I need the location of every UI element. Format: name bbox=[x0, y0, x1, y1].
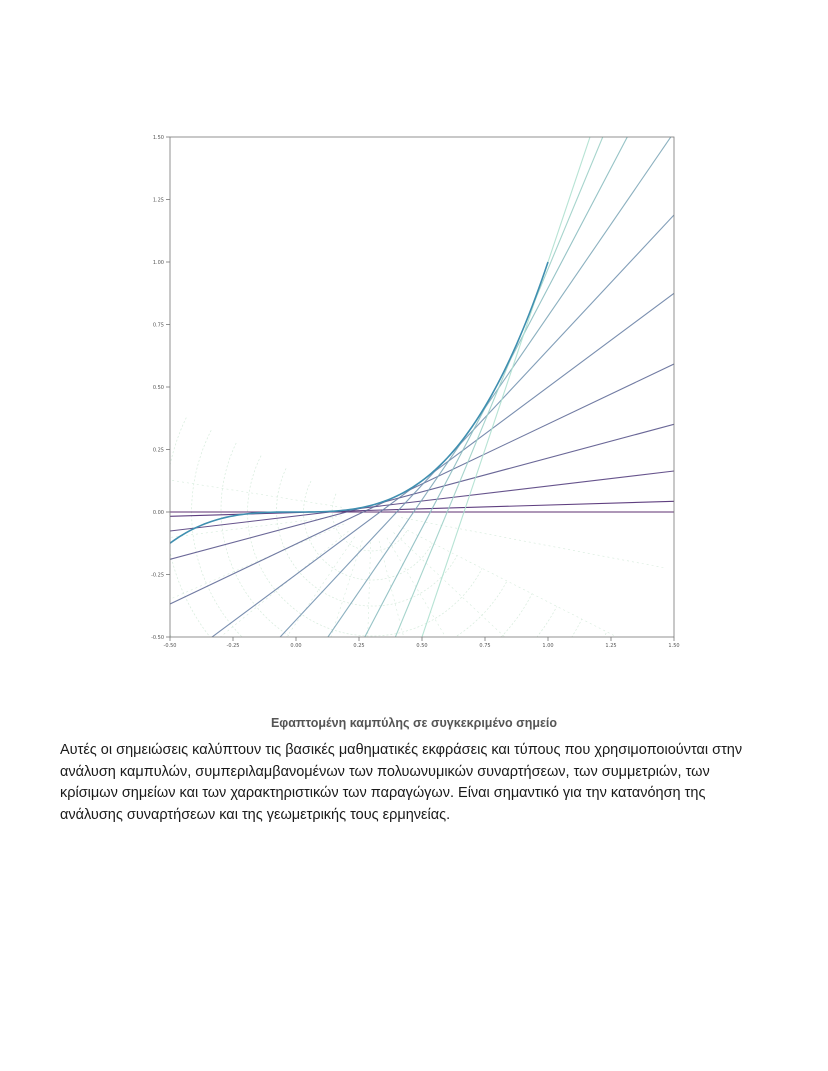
guide-ray bbox=[96, 524, 344, 631]
tangent-line bbox=[170, 132, 674, 680]
y-tick-label: 1.50 bbox=[152, 134, 164, 141]
y-axis bbox=[151, 135, 170, 641]
y-tick-label: 0.75 bbox=[152, 322, 164, 329]
y-tick-label: -0.50 bbox=[151, 634, 164, 641]
guide-ray bbox=[401, 518, 666, 569]
x-tick-label: 1.25 bbox=[605, 643, 617, 649]
x-tick-label: 1.50 bbox=[668, 643, 680, 649]
x-tick-label: 1.00 bbox=[542, 643, 554, 649]
guide-ray bbox=[362, 542, 371, 680]
y-tick-label: 1.25 bbox=[152, 197, 164, 204]
curve-layer bbox=[170, 262, 548, 543]
tangent-lines bbox=[170, 0, 674, 680]
tangent-line bbox=[170, 48, 674, 680]
x-tick-label: -0.50 bbox=[163, 643, 177, 649]
guide-arc bbox=[304, 481, 433, 580]
guide-ray bbox=[75, 465, 342, 507]
guide-arc bbox=[221, 443, 507, 661]
guide-ray bbox=[203, 537, 355, 680]
y-tick-label: -0.25 bbox=[151, 572, 164, 579]
x-tick-label: 0.25 bbox=[353, 643, 365, 649]
x-tick-label: 0.50 bbox=[416, 643, 428, 649]
guide-ray bbox=[74, 516, 342, 550]
tangent-line bbox=[170, 0, 674, 680]
description-paragraph: Αυτές οι σημειώσεις καλύπτουν τις βασικές μαθηματικές εκφράσεις και τύπους που χρησιμοποιούνται στην ανάλυση καμπυλών, συμπεριλαμβανομένων των πολυωνυμικών συναρτήσεων, των συμμετριών, των κρίσιμων σημείων και των χαρακτηριστικών των παραγώγων. Είναι σημαντικό για την κατανόηση της ανάλυσης συναρτήσεων και της γεωμετρικής τους ερμηνείας. bbox=[60, 742, 743, 823]
tangent-line bbox=[170, 364, 674, 604]
y-tick-label: 1.00 bbox=[152, 259, 164, 266]
x-tick-label: 0.75 bbox=[479, 643, 491, 649]
figure-caption: Εφαπτομένη καμπύλης σε συγκεκριμένο σημείο bbox=[270, 716, 558, 730]
x-tick-label: -0.25 bbox=[226, 643, 240, 649]
x-tick-label: 0.00 bbox=[290, 643, 302, 649]
guide-arc bbox=[165, 418, 556, 680]
cubic-curve bbox=[170, 262, 548, 543]
x-axis bbox=[164, 637, 680, 649]
guide-ray bbox=[394, 533, 591, 681]
guide-arc bbox=[332, 494, 407, 551]
tangent-line bbox=[170, 215, 674, 680]
tangent-line bbox=[170, 424, 674, 559]
y-tick-label: 0.25 bbox=[152, 447, 164, 454]
tangent-line bbox=[170, 0, 674, 680]
y-tick-label: 0.50 bbox=[152, 384, 164, 391]
plot-frame bbox=[170, 137, 674, 637]
y-tick-label: 0.00 bbox=[152, 509, 164, 516]
guide-ray bbox=[379, 541, 446, 680]
